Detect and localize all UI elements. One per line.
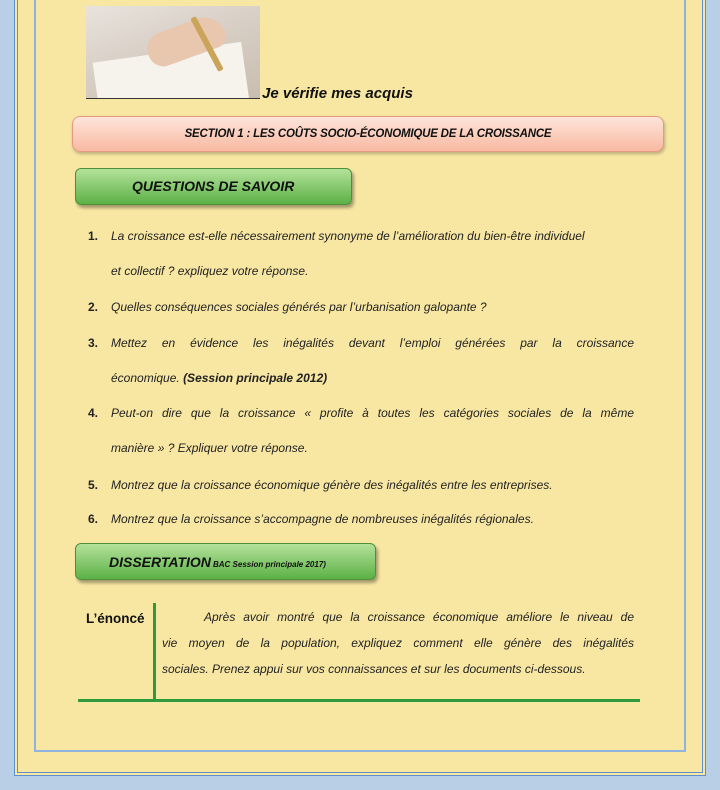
question-text-line-2: économique. (Session principale 2012) [111,371,328,385]
question-text-line: Montrez que la croissance économique génère des inégalités entre les entreprises. [111,478,553,492]
questions-tab [75,168,352,205]
question-text-line: et collectif ? expliquez votre réponse. [111,264,309,278]
enonce-line-1: Après avoir montré que la croissance économique améliore le niveau de [204,610,634,624]
question-text-line: Quelles conséquences sociales générés par l’urbanisation galopante ? [111,300,487,314]
question-number: 1. [88,229,99,243]
question-number: 4. [88,406,99,420]
title-underline [86,98,260,99]
question-number: 5. [88,478,99,492]
question-text-line: Mettez en évidence les inégalités devant l’emploi générées par la croissance [111,336,634,350]
question-number: 6. [88,512,99,526]
enonce-horizontal-rule [78,699,640,702]
dissertation-title: DISSERTATION [109,554,211,570]
section-banner: SECTION 1 : LES COÛTS SOCIO-ÉCONOMIQUE DE LA CROISSANCE [72,116,664,152]
session-note: (Session principale 2012) [183,371,328,385]
question-text-line: La croissance est-elle nécessairement synonyme de l’amélioration du bien-être individuel [111,229,585,243]
enonce-line-3: sociales. Prenez appui sur vos connaissances et sur les documents ci-dessous. [162,662,586,676]
question-text-line: Montrez que la croissance s’accompagne de nombreuses inégalités régionales. [111,512,534,526]
questions-tab-label: QUESTIONS DE SAVOIR [132,178,295,194]
writing-hand-photo [86,6,260,98]
question-number: 3. [88,336,99,350]
enonce-label: L’énoncé [86,611,145,626]
question-number: 2. [88,300,99,314]
enonce-line-2: vie moyen de la population, expliquez comment elle génère des inégalités [162,636,634,650]
question-text-line: manière » ? Expliquer votre réponse. [111,441,308,455]
dissertation-tab [75,543,376,580]
question-text-line: Peut-on dire que la croissance « profite à toutes les catégories sociales de la même [111,406,634,420]
page-title: Je vérifie mes acquis [262,85,413,102]
dissertation-subtitle: BAC Session principale 2017) [213,560,326,569]
enonce-vertical-rule [153,603,156,699]
